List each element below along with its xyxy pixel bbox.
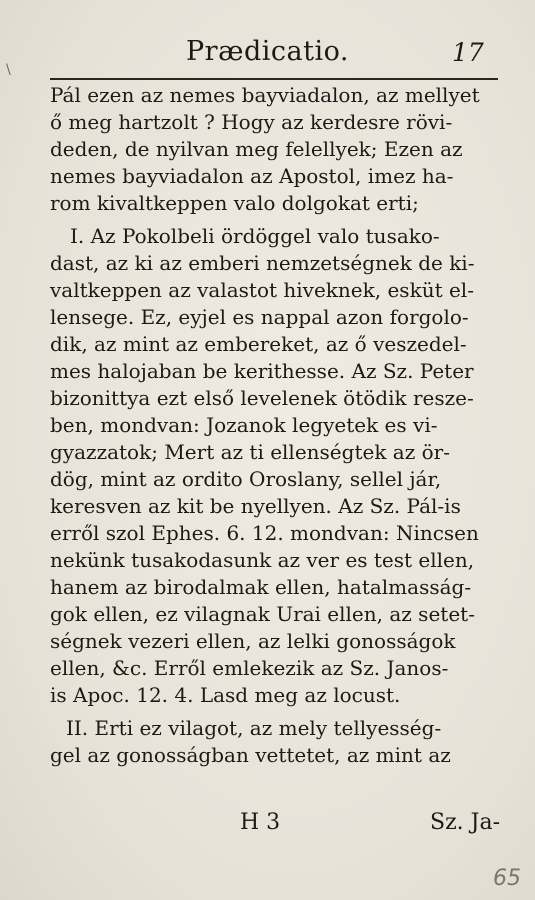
signature-mark: H 3 — [240, 810, 281, 835]
text-line: dast, az ki az emberi nemzetségnek de ki- — [50, 251, 475, 275]
text-line: deden, de nyilvan meg felellyek; Ezen az — [50, 137, 463, 161]
text-line: ben, mondvan: Jozanok legyetek es vi- — [50, 413, 438, 437]
text-line: hanem az birodalmak ellen, hatalmasság- — [50, 575, 472, 599]
running-head: Prædicatio. — [186, 36, 349, 67]
text-line: dik, az mint az embereket, az ő veszedel- — [50, 332, 467, 356]
text-line: ellen, &c. Erről emlekezik az Sz. Janos- — [50, 656, 449, 680]
text-line: II. Erti ez vilagot, az mely tellyesség- — [66, 716, 442, 740]
text-line: gyazzatok; Mert az ti ellenségtek az ör- — [50, 440, 450, 464]
catchword: Sz. Ja- — [430, 810, 501, 835]
text-line: bizonittya ezt első levelenek ötödik resze- — [50, 386, 474, 410]
text-line: rom kivaltkeppen valo dolgokat erti; — [50, 191, 419, 215]
text-line: mes halojaban be kerithesse. Az Sz. Peter — [50, 359, 474, 383]
pencil-folio-number: 65 — [493, 866, 521, 891]
text-line: Pál ezen az nemes bayviadalon, az mellyet — [50, 83, 480, 107]
text-line: keresven az kit be nyellyen. Az Sz. Pál-is — [50, 494, 461, 518]
text-line: is Apoc. 12. 4. Lasd meg az locust. — [50, 683, 401, 707]
text-line: valtkeppen az valastot hiveknek, esküt el- — [50, 278, 474, 302]
text-line: nekünk tusakodasunk az ver es test ellen, — [50, 548, 475, 572]
text-line: ő meg hartzolt ? Hogy az kerdesre rövi- — [50, 110, 453, 134]
text-line: nemes bayviadalon az Apostol, imez ha- — [50, 164, 454, 188]
text-line: erről szol Ephes. 6. 12. mondvan: Nincsen — [50, 521, 479, 545]
text-line: gel az gonosságban vettetet, az mint az — [50, 743, 451, 767]
page-header — [0, 36, 535, 76]
text-line: dög, mint az ordito Oroslany, sellel jár, — [50, 467, 442, 491]
page-footer — [0, 810, 535, 840]
text-line: lensege. Ez, eyjel es nappal azon forgolo- — [50, 305, 469, 329]
page-number: 17 — [452, 38, 484, 67]
text-line: ségnek vezeri ellen, az lelki gonosságok — [50, 629, 456, 653]
margin-edge-mark: \ — [6, 62, 11, 78]
text-line: gok ellen, ez vilagnak Urai ellen, az setet- — [50, 602, 475, 626]
text-line: I. Az Pokolbeli ördöggel valo tusako- — [70, 224, 440, 248]
header-rule — [50, 78, 498, 80]
